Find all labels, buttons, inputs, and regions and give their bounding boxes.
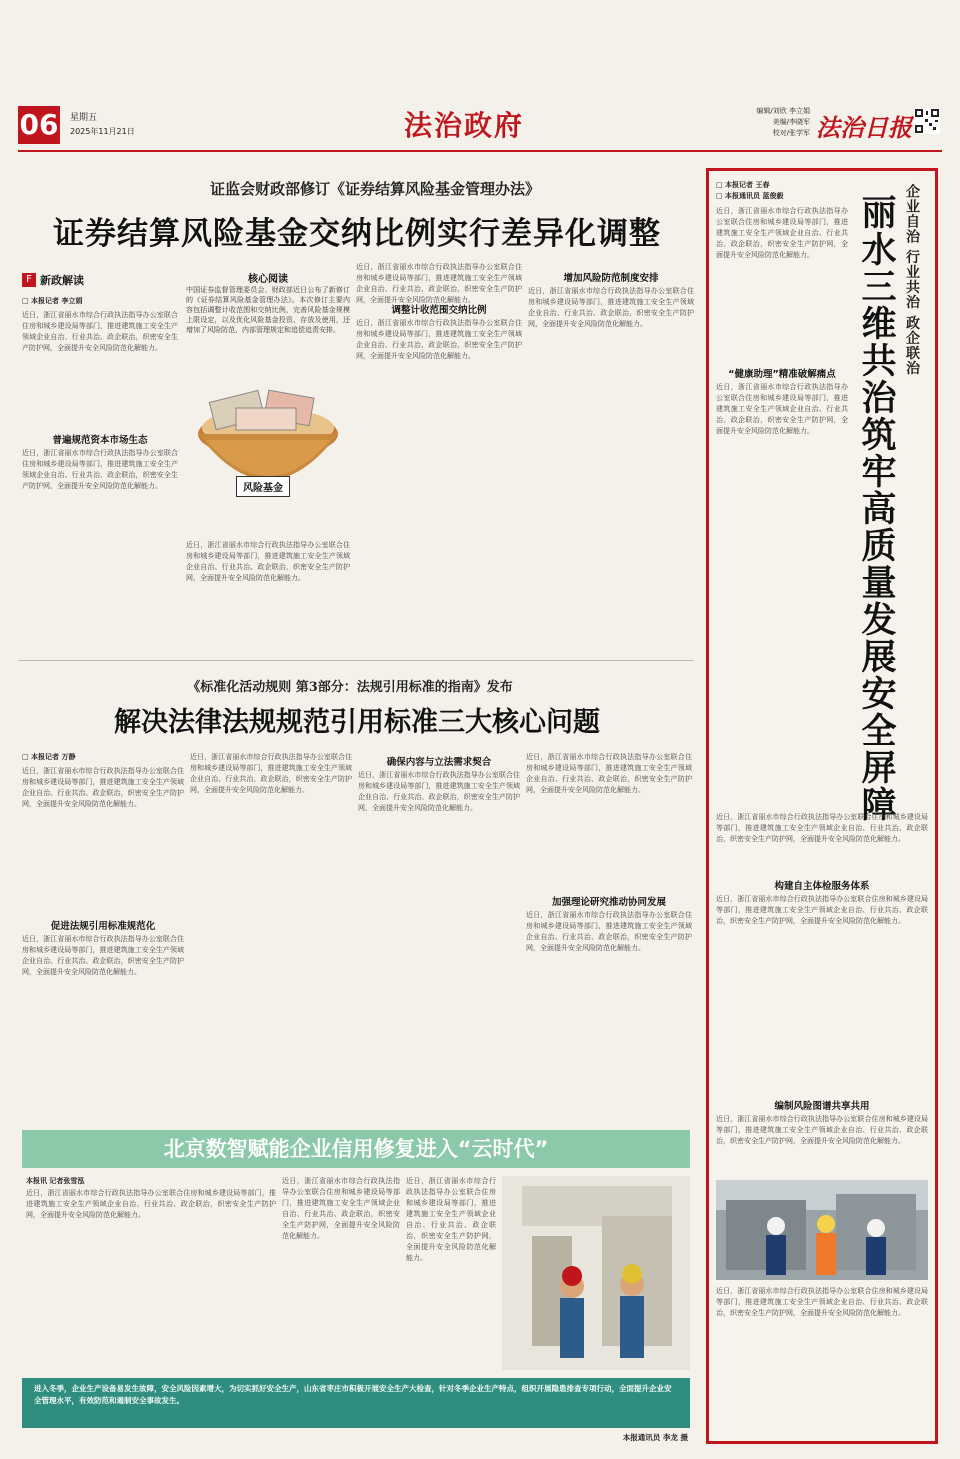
article-2-subhead-1: 促进法规引用标准规范化 [50,921,156,932]
article-3-column-2: 近日，浙江省丽水市综合行政执法指导办公室联合住房和城乡建设局等部门，推进建筑施工安全生产领域企业自治、行业共治、政企联治，织密安全生产防护网，全面提升安全风险防范化解能力。 [282,1177,400,1240]
article-2-column-1b: 近日，浙江省丽水市综合行政执法指导办公室联合住房和城乡建设局等部门，推进建筑施工安全生产领域企业自治、行业共治、政企联治，织密安全生产防护网，全面提升安全风险防范化解能力。 [22,935,184,976]
core-reading-text: 中国证券监督管理委员会、财政部近日公布了新修订的《证券结算风险基金管理办法》。本次修订主要内容包括调整计收范围和交纳比例，完善风险基金规模上限设定，以及优化风险基金投资、存放及使用，还增加了风险防范、内部管理规定和追偿追责安排。 [186,286,350,334]
risk-fund-label: 风险基金 [236,476,290,497]
article-1-subhead-1: 普遍规范资本市场生态 [52,435,148,446]
article-1-headline: 证券结算风险基金交纳比例实行差异化调整 [53,216,661,252]
article-4-subhead-1: “健康助理”精准破解痛点 [728,369,836,380]
risk-fund-illustration [186,336,350,532]
safety-notice-text: 进入冬季，企业生产设备易发生故障，安全风险因素增大，为切实抓好安全生产，山东省枣庄市积极开展安全生产大检查，针对冬季企业生产特点，组织开展隐患排查专项行动，全面提升企业安全管理水平，有效防范和遏制安全事故发生。 [34,1384,672,1405]
article-2-column-2: 近日，浙江省丽水市综合行政执法指导办公室联合住房和城乡建设局等部门，推进建筑施工安全生产领域企业自治、行业共治、政企联治，织密安全生产防护网，全面提升安全风险防范化解能力。 [190,753,352,794]
paper-logo: 法治日报 [816,113,912,142]
article-4-section-2: 近日，浙江省丽水市综合行政执法指导办公室联合住房和城乡建设局等部门，推进建筑施工安全生产领域企业自治、行业共治、政企联治，织密安全生产防护网，全面提升安全风险防范化解能力。 [716,895,928,925]
core-reading-title: 核心阅读 [248,274,288,285]
article-2-subhead-2: 确保内容与立法需求契合 [386,757,492,768]
article-4-section-1-wide: 近日，浙江省丽水市综合行政执法指导办公室联合住房和城乡建设局等部门，推进建筑施工安全生产领域企业自治、行业共治、政企联治，织密安全生产防护网，全面提升安全风险防范化解能力。 [716,813,928,843]
article-1-column-1: 近日，浙江省丽水市综合行政执法指导办公室联合住房和城乡建设局等部门，推进建筑施工安全生产领域企业自治、行业共治、政企联治，织密安全生产防护网，全面提升安全风险防范化解能力。 [22,311,178,352]
editor-line: 编辑/刘欣 李立娟 [756,107,810,115]
core-reading-box [186,270,350,332]
article-3-byline: 本报讯 记者张雪泓 [26,1177,85,1185]
article-4-section-3a: 近日，浙江省丽水市综合行政执法指导办公室联合住房和城乡建设局等部门，推进建筑施工安全生产领域企业自治、行业共治、政企联治，织密安全生产防护网，全面提升安全风险防范化解能力。 [716,1115,928,1145]
designer-line: 美编/李晓军 [772,118,810,126]
article-2-column-3: 近日，浙江省丽水市综合行政执法指导办公室联合住房和城乡建设局等部门，推进建筑施工安全生产领域企业自治、行业共治、政企联治，织密安全生产防护网，全面提升安全风险防范化解能力。 [358,771,520,812]
article-2-kicker: 《标准化活动规则 第3部分：法规引用标准的指南》发布 [187,680,513,695]
article-4-subhead-2: 构建自主体检服务体系 [774,881,870,892]
article-1-column-4: 近日，浙江省丽水市综合行政执法指导办公室联合住房和城乡建设局等部门，推进建筑施工安全生产领域企业自治、行业共治、政企联治，织密安全生产防护网，全面提升安全风险防范化解能力。 [528,287,694,328]
weekday: 星期五 [70,113,98,123]
qr-code-icon [914,108,940,134]
article-1-column-3b: 近日，浙江省丽水市综合行政执法指导办公室联合住房和城乡建设局等部门，推进建筑施工安全生产领域企业自治、行业共治、政企联治，织密安全生产防护网，全面提升安全风险防范化解能力。 [356,319,522,360]
masthead-divider [18,150,942,152]
proofreader-line: 校对/张学军 [772,129,810,137]
news-icon: F [22,273,36,287]
article-1-divider [18,660,694,661]
article-1-column-2: 近日，浙江省丽水市综合行政执法指导办公室联合住房和城乡建设局等部门，推进建筑施工安全生产领域企业自治、行业共治、政企联治，织密安全生产防护网，全面提升安全风险防范化解能力。 [186,541,350,582]
article-1-subhead-2: 调整计收范围交纳比例 [391,305,487,316]
article-1-column-1b: 近日，浙江省丽水市综合行政执法指导办公室联合住房和城乡建设局等部门，推进建筑施工安全生产领域企业自治、行业共治、政企联治，织密安全生产防护网，全面提升安全风险防范化解能力。 [22,449,178,490]
article-4-headline: 丽水三维共治筑牢高质量发展安全屏障 [856,194,897,823]
article-1-kicker: 证监会财政部修订《证券结算风险基金管理办法》 [209,180,540,198]
article-4-intro: 近日，浙江省丽水市综合行政执法指导办公室联合住房和城乡建设局等部门，推进建筑施工安全生产领域企业自治、行业共治、政企联治，织密安全生产防护网，全面提升安全风险防范化解能力。 [716,207,848,259]
fund-bowl-illustration [186,336,350,532]
article-4-byline [716,180,846,202]
editor-credits [730,106,810,139]
article-1-subhead-3: 增加风险防范制度安排 [563,273,659,284]
column-tag-label: 新政解读 [40,274,84,287]
safety-inspection-photo [502,1176,690,1370]
article-4-section-1: 近日，浙江省丽水市综合行政执法指导办公室联合住房和城乡建设局等部门，推进建筑施工安全生产领域企业自治、行业共治、政企联治，织密安全生产防护网，全面提升安全风险防范化解能力。 [716,383,848,435]
article-2-column-4a: 近日，浙江省丽水市综合行政执法指导办公室联合住房和城乡建设局等部门，推进建筑施工安全生产领域企业自治、行业共治、政企联治，织密安全生产防护网，全面提升安全风险防范化解能力。 [526,753,692,794]
article-3-headline: 北京数智赋能企业信用修复进入“云时代” [163,1137,549,1161]
article-2-subhead-3: 加强理论研究推动协同发展 [551,897,666,908]
article-4-byline-reporter: □ 本报记者 王春 [716,181,770,189]
article-4-subhead-3: 编制风险图谱共享共用 [774,1101,870,1112]
article-2-headline: 解决法律法规规范引用标准三大核心问题 [114,707,600,738]
column-tag [22,272,84,288]
article-2-column-1a: 近日，浙江省丽水市综合行政执法指导办公室联合住房和城乡建设局等部门，推进建筑施工安全生产领域企业自治、行业共治、政企联治，织密安全生产防护网，全面提升安全风险防范化解能力。 [22,767,184,808]
safety-notice-bar [22,1378,690,1428]
article-4-kicker: 企业自治 行业共治 政企联治 [904,184,920,376]
article-2-column-4b: 近日，浙江省丽水市综合行政执法指导办公室联合住房和城乡建设局等部门，推进建筑施工安全生产领域企业自治、行业共治、政企联治，织密安全生产防护网，全面提升安全风险防范化解能力。 [526,911,692,952]
article-1-byline: □ 本报记者 李立娟 [22,297,83,305]
article-1-column-3a: 近日，浙江省丽水市综合行政执法指导办公室联合住房和城乡建设局等部门，推进建筑施工安全生产领域企业自治、行业共治、政企联治，织密安全生产防护网，全面提升安全风险防范化解能力。 [356,263,522,304]
issue-date: 2025年11月21日 [70,127,135,136]
article-4-byline-correspondent: □ 本报通讯员 蓝俊毅 [716,192,784,200]
masthead [18,104,942,150]
page-number: 06 [18,106,60,144]
article-3-column-3: 近日，浙江省丽水市综合行政执法指导办公室联合住房和城乡建设局等部门，推进建筑施工安全生产领域企业自治、行业共治、政企联治，织密安全生产防护网，全面提升安全风险防范化解能力。 [406,1177,496,1262]
article-3-column-1: 近日，浙江省丽水市综合行政执法指导办公室联合住房和城乡建设局等部门，推进建筑施工安全生产领域企业自治、行业共治、政企联治，织密安全生产防护网，全面提升安全风险防范化解能力。 [26,1189,276,1219]
article-3-banner [22,1130,690,1168]
construction-site-photo [716,1180,928,1280]
article-4-section-3b: 近日，浙江省丽水市综合行政执法指导办公室联合住房和城乡建设局等部门，推进建筑施工安全生产领域企业自治、行业共治、政企联治，织密安全生产防护网，全面提升安全风险防范化解能力。 [716,1287,928,1317]
construction-photo-illustration [716,1180,928,1280]
photo-credit: 本报通讯员 李龙 摄 [622,1433,688,1442]
article-2-byline: □ 本报记者 万静 [22,753,76,761]
inspection-photo-illustration [502,1176,690,1370]
section-title: 法治政府 [404,109,525,142]
